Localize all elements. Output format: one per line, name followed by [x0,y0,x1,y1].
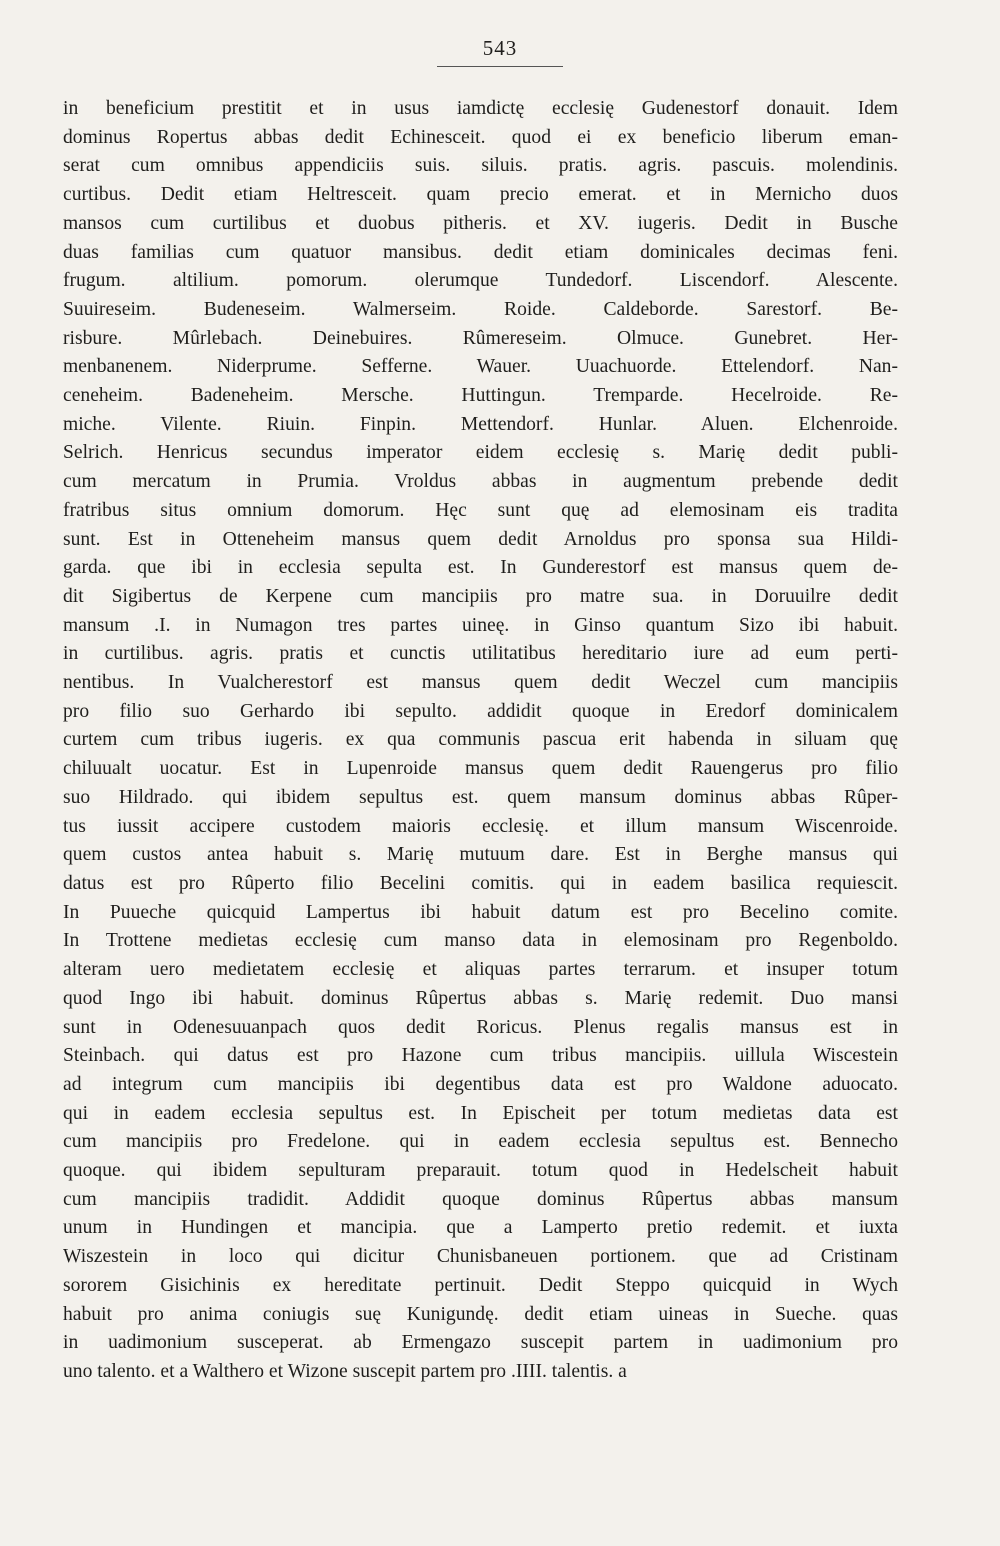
text-line: curtibus. Dedit etiam Heltresceit. quam precio emerat. et in Mernicho duos [63,184,898,206]
text-line: Steinbach. qui datus est pro Hazone cum tribus mancipiis. uillula Wiscestein [63,1045,898,1067]
text-line: frugum. altilium. pomorum. olerumque Tundedorf. Liscendorf. Alescente. [63,270,898,292]
text-line: in curtilibus. agris. pratis et cunctis utilitatibus hereditario iure ad eum perti- [63,643,898,665]
text-line: suo Hildrado. qui ibidem sepultus est. quem mansum dominus abbas Rûper- [63,786,898,808]
text-line: Wiszestein in loco qui dicitur Chunisbaneuen portionem. que ad Cristinam [63,1246,898,1268]
text-line: cum mancipiis pro Fredelone. qui in eadem ecclesia sepultus est. Bennecho [63,1131,898,1153]
text-line: datus est pro Rûperto filio Becelini comitis. qui in eadem basilica requiescit. [63,872,898,894]
text-line: dit Sigibertus de Kerpene cum mancipiis pro matre sua. in Doruuilre dedit [63,585,898,607]
text-line: In Trottene medietas ecclesię cum manso data in elemosinam pro Regenboldo. [63,930,898,952]
text-line: quoque. qui ibidem sepulturam preparauit. totum quod in Hedelscheit habuit [63,1160,898,1182]
text-line: serat cum omnibus appendiciis suis. siluis. pratis. agris. pascuis. molendinis. [63,155,898,177]
body-text [63,95,898,1387]
text-line: qui in eadem ecclesia sepultus est. In Epischeit per totum medietas data est [63,1102,898,1124]
text-line: nentibus. In Vualcherestorf est mansus quem dedit Weczel cum mancipiis [63,672,898,694]
text-line: cum mercatum in Prumia. Vroldus abbas in augmentum prebende dedit [63,471,898,493]
text-line: in uadimonium susceperat. ab Ermengazo suscepit partem in uadimonium pro [63,1332,898,1354]
text-line: mansos cum curtilibus et duobus pitheris. et XV. iugeris. Dedit in Busche [63,212,898,234]
text-line: quod Ingo ibi habuit. dominus Rûpertus abbas s. Marię redemit. Duo mansi [63,987,898,1009]
text-line: unum in Hundingen et mancipia. que a Lamperto pretio redemit. et iuxta [63,1217,898,1239]
page-number: 543 [482,36,518,60]
text-line: cum mancipiis tradidit. Addidit quoque dominus Rûpertus abbas mansum [63,1188,898,1210]
text-line: sunt. Est in Otteneheim mansus quem dedit Arnoldus pro sponsa sua Hildi- [63,528,898,550]
text-line: miche. Vilente. Riuin. Finpin. Mettendorf. Hunlar. Aluen. Elchenroide. [63,413,898,435]
text-line: In Puueche quicquid Lampertus ibi habuit datum est pro Becelino comite. [63,901,898,923]
text-line: sororem Gisichinis ex hereditate pertinuit. Dedit Steppo quicquid in Wych [63,1274,898,1296]
text-line: pro filio suo Gerhardo ibi sepulto. addidit quoque in Eredorf dominicalem [63,700,898,722]
text-line: alteram uero medietatem ecclesię et aliquas partes terrarum. et insuper totum [63,959,898,981]
text-line: dominus Ropertus abbas dedit Echinesceit. quod ei ex beneficio liberum eman- [63,126,898,148]
text-line: ceneheim. Badeneheim. Mersche. Huttingun. Tremparde. Hecelroide. Re- [63,385,898,407]
text-line: sunt in Odenesuuanpach quos dedit Roricus. Plenus regalis mansus est in [63,1016,898,1038]
text-line: chiluualt uocatur. Est in Lupenroide mansus quem dedit Rauengerus pro filio [63,758,898,780]
text-line: quem custos antea habuit s. Marię mutuum dare. Est in Berghe mansus qui [63,844,898,866]
text-line: menbanenem. Niderprume. Sefferne. Wauer. Uuachuorde. Ettelendorf. Nan- [63,356,898,378]
text-line: mansum .I. in Numagon tres partes uineę. in Ginso quantum Sizo ibi habuit. [63,614,898,636]
text-line: in beneficium prestitit et in usus iamdictę ecclesię Gudenestorf donauit. Idem [63,98,898,119]
text-line: duas familias cum quatuor mansibus. dedit etiam dominicales decimas feni. [63,241,898,263]
text-line: risbure. Mûrlebach. Deinebuires. Rûmereseim. Olmuce. Gunebret. Her- [63,327,898,349]
text-line: habuit pro anima coniugis suę Kunigundę. dedit etiam uineas in Sueche. quas [63,1303,898,1325]
text-line: uno talento. et a Walthero et Wizone suscepit partem pro .IIII. talentis. a [63,1360,627,1382]
text-line: curtem cum tribus iugeris. ex qua communis pascua erit habenda in siluam quę [63,729,898,751]
text-line: garda. que ibi in ecclesia sepulta est. In Gunderestorf est mansus quem de- [63,557,898,579]
text-line: ad integrum cum mancipiis ibi degentibus data est pro Waldone aduocato. [63,1073,898,1095]
text-line: Suuireseim. Budeneseim. Walmerseim. Roide. Caldeborde. Sarestorf. Be- [63,298,898,320]
text-line: Selrich. Henricus secundus imperator eidem ecclesię s. Marię dedit publi- [63,442,898,464]
text-line: fratribus situs omnium domorum. Hęc sunt quę ad elemosinam eis tradita [63,499,898,521]
text-line: tus iussit accipere custodem maioris ecclesię. et illum mansum Wiscenroide. [63,815,898,837]
header-rule [437,66,563,67]
